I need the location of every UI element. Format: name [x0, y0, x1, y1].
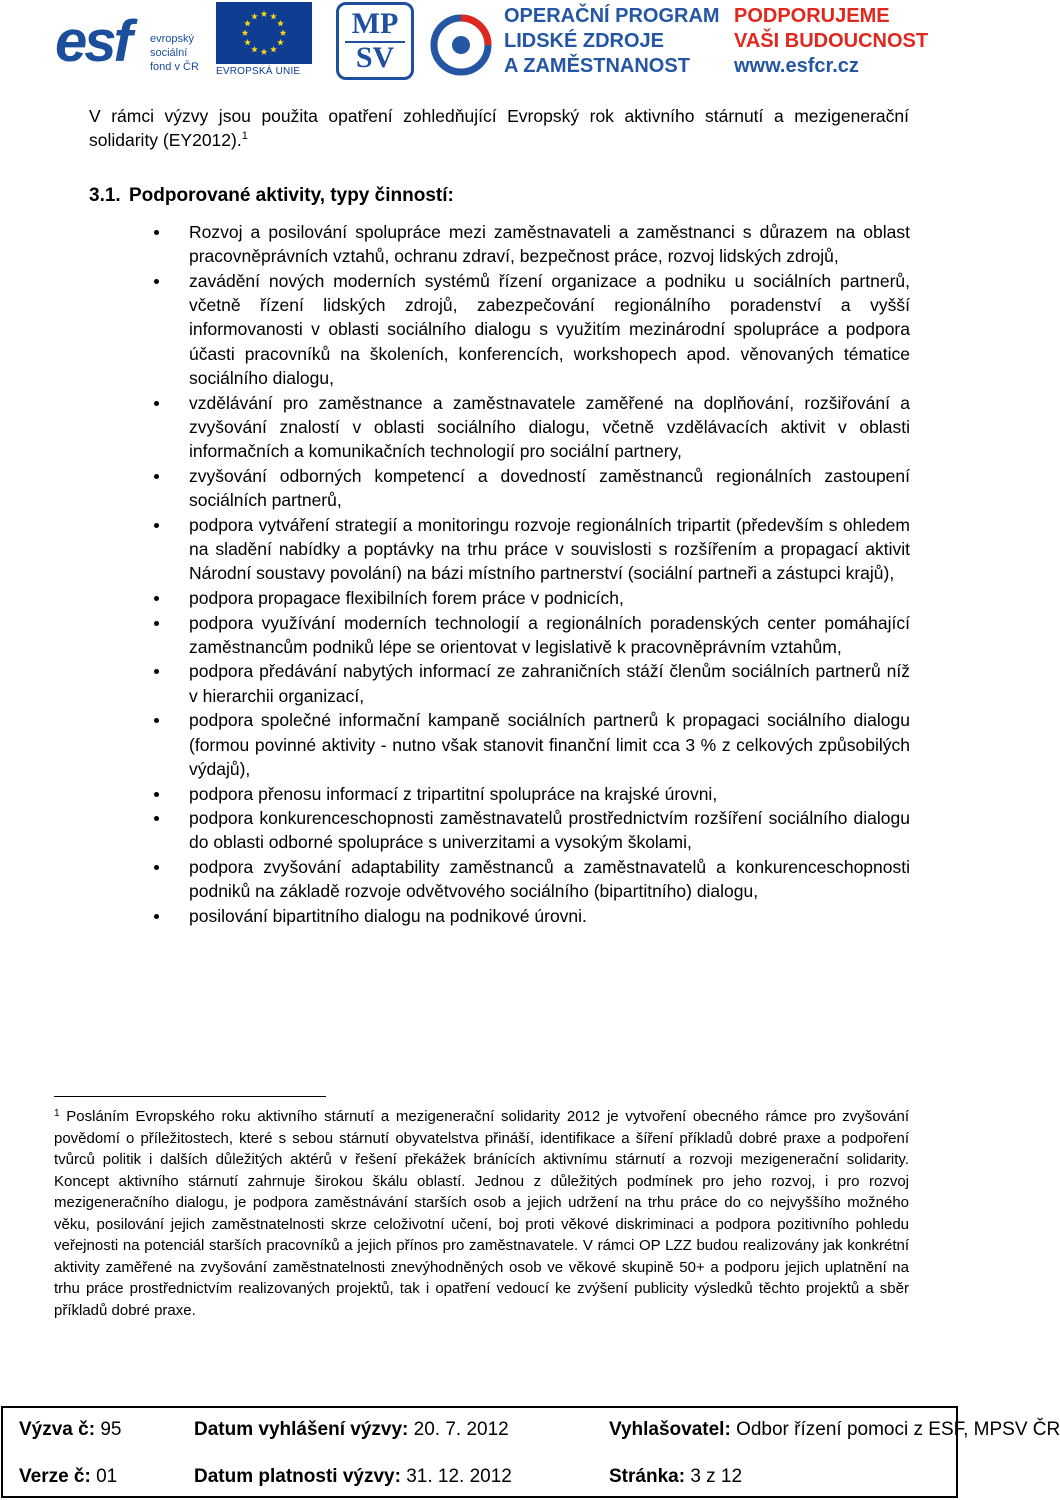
page-header: [0, 0, 960, 86]
list-item: [150, 904, 910, 928]
eu-logo: [216, 2, 312, 82]
footer-announce-value: 20. 7. 2012: [413, 1419, 509, 1440]
list-item: [150, 464, 910, 513]
bullet-icon: [154, 279, 159, 284]
eu-stars-flag-icon: [216, 2, 312, 64]
op-lzz-mark-icon: [430, 14, 492, 76]
footer-page-value: 3 z 12: [690, 1466, 743, 1487]
list-item-text: podpora přenosu informací z tripartitní spolupráce na krajské úrovni,: [189, 783, 718, 804]
list-item: [150, 806, 910, 855]
mpsv-logo-bottom: SV: [355, 41, 395, 74]
footer-version-value: 01: [96, 1466, 118, 1487]
op-lzz-line: LIDSKÉ ZDROJE: [504, 30, 665, 52]
mpsv-logo: [336, 2, 414, 80]
support-slogan-line: PODPORUJEME: [734, 5, 890, 27]
footer-call-value: 95: [100, 1419, 122, 1440]
intro-text: V rámci výzvy jsou použita opatření zohledňující Evropský rok aktivního stárnutí a mezigenerační solidarity (EY2012).: [89, 106, 909, 150]
list-item: [150, 220, 910, 269]
list-item-text: podpora vytváření strategií a monitoringu rozvoje regionálních tripartit (především s ohledem na sladění nabídky a poptávky na trhu práce v souvislosti s rozšířením a propagací aktivit Národní soustavy povolání) na bázi místního partnerství (sociální partneři a zástupci krajů),: [189, 514, 910, 584]
bullet-icon: [154, 401, 159, 406]
list-item-text: podpora zvyšování adaptability zaměstnanců a zaměstnavatelů a konkurenceschopnosti podniků na základě rozvoje odvětvového sociálního (bipartitního) dialogu,: [189, 856, 910, 902]
op-lzz-logo: [430, 4, 720, 80]
footnote-text: Posláním Evropského roku aktivního stárnutí a mezigenerační solidarity 2012 je vytvoření obecného rámce pro zvyšování povědomí o příležitostech, které s sebou stárnutí obyvatelstva přináší, identifikace a šíření příkladů dobré praxe a podpoření tvůrců politik i dalších důležitých aktérů v řešení překážek bránících aktivnímu stárnutí a rozvoji mezigenerační solidarity. Koncept aktivního stárnutí zahrnuje širokou škálu oblastí. Jednou z důležitých podmínek pro jeho rozvoj, i pro rozvoj mezigeneračního dialogu, je podpora zaměstnávání starších osob a jejich udržení na trhu práce do co nejvyššího možného věku, posilování jejich zaměstnatelnosti skrze celoživotní učení, boj proti věkové diskriminaci a podpora pozitivního pohledu veřejnosti na potenciál starších pracovníků a jejich přínos pro zaměstnavatele. V rámci OP LZZ budou realizovány jak konkrétní aktivity zaměřené na zvyšování zaměstnatelnosti znevýhodněných osob ve věkové skupině 50+ a podporu jejich uplatnění na trhu práce prostřednictvím realizovaných projektů, tak i opatření vedoucí ke zvýšení publicity výsledků těchto projektů a sběr příkladů dobré praxe.: [54, 1108, 909, 1319]
list-item-text: zvyšování odborných kompetencí a dovedností zaměstnanců regionálních zastoupení sociálních partnerů,: [189, 465, 910, 511]
footer-validity-value: 31. 12. 2012: [406, 1466, 512, 1487]
bullet-icon: [154, 669, 159, 674]
op-lzz-line: A ZAMĚSTNANOST: [504, 55, 690, 77]
bullet-icon: [154, 914, 159, 919]
op-lzz-title: [504, 4, 720, 79]
list-item: [150, 659, 910, 708]
list-item: [150, 269, 910, 390]
footer-page-label: Stránka:: [609, 1466, 686, 1487]
footer-announcer-value: Odbor řízení pomoci z ESF, MPSV ČR: [736, 1419, 1060, 1440]
footer-validity-label: Datum platnosti výzvy:: [194, 1466, 401, 1487]
op-lzz-line: OPERAČNÍ PROGRAM: [504, 5, 720, 27]
mpsv-logo-top: MP: [351, 7, 399, 40]
footnote-separator: [54, 1096, 326, 1097]
esf-logo-caption: [150, 32, 199, 74]
bullet-icon: [154, 792, 159, 797]
bullet-icon: [154, 474, 159, 479]
list-item-text: vzdělávání pro zaměstnance a zaměstnavatele zaměřené na doplňování, rozšiřování a zvyšování znalostí v oblasti sociálního dialogu, včetně vzdělávacích aktivit v oblasti informačních a komunikačních technologií pro sociální partnery,: [189, 392, 910, 462]
support-slogan-logo: [734, 4, 934, 80]
footnote-marker: 1: [54, 1108, 60, 1119]
support-slogan: [734, 4, 934, 54]
esf-logo-line: evropský: [150, 33, 195, 45]
list-item-text: podpora propagace flexibilních forem práce v podnicích,: [189, 587, 624, 608]
esf-logo-mark: esf: [55, 9, 130, 74]
list-item: [150, 708, 910, 781]
bullet-icon: [154, 596, 159, 601]
list-item-text: podpora společné informační kampaně sociálních partnerů k propagaci sociálního dialogu (formou povinné aktivity - nutno však stanovit finanční limit cca 3 % z celkových způsobilých výdajů),: [189, 710, 910, 779]
footer-announcer: [609, 1418, 1060, 1441]
support-slogan-line: VAŠI BUDOUCNOST: [734, 30, 929, 52]
list-item: [150, 611, 910, 660]
list-item: [150, 391, 910, 464]
list-item-text: podpora předávání nabytých informací ze zahraničních stáží členům sociálních partnerů níž v hierarchii organizací,: [189, 661, 910, 706]
bullet-icon: [154, 523, 159, 528]
activities-list: [150, 220, 910, 928]
list-item: [150, 513, 910, 586]
list-item: [150, 586, 910, 610]
footer-call-number: [19, 1418, 121, 1441]
footer-page-number: [609, 1465, 742, 1488]
list-item-text: zavádění nových moderních systémů řízení organizace a podniku u sociálních partnerů, včetně řízení lidských zdrojů, zabezpečování regionálního poradenství a vyšší informovanosti v oblasti sociálního dialogu s využitím mezinárodní spolupráce a podpora účasti pracovníků na školeních, konferencích, workshopech apod. věnovaných tématice sociálního dialogu,: [189, 270, 910, 389]
footer-validity-date: [194, 1465, 512, 1488]
bullet-icon: [154, 865, 159, 870]
bullet-icon: [154, 816, 159, 821]
footer-announcer-label: Vyhlašovatel:: [609, 1419, 731, 1440]
esf-logo: [55, 2, 213, 82]
eu-logo-caption: EVROPSKÁ UNIE: [216, 66, 301, 77]
esf-logo-line: sociální: [150, 47, 188, 59]
section-heading: [89, 184, 454, 208]
footer-version: [19, 1465, 117, 1488]
footer-announce-label: Datum vyhlášení výzvy:: [194, 1419, 409, 1440]
footnote: [54, 1106, 909, 1321]
page-footer: [1, 1406, 1060, 1498]
list-item: [150, 782, 910, 806]
bullet-icon: [154, 621, 159, 626]
list-item-text: Rozvoj a posilování spolupráce mezi zaměstnavateli a zaměstnanci s důrazem na oblast pracovněprávních vztahů, ochranu zdraví, bezpečnost práce, rozvoj lidských zdrojů,: [189, 222, 910, 267]
intro-paragraph: [89, 104, 909, 152]
list-item-text: podpora využívání moderních technologií a regionálních poradenských center pomáhající zaměstnancům podniků lépe se orientovat v legislativě k pracovněprávním vztahům,: [189, 612, 910, 657]
footer-announce-date: [194, 1418, 509, 1441]
list-item-text: posilování bipartitního dialogu na podnikové úrovni.: [189, 905, 587, 926]
bullet-icon: [154, 230, 159, 235]
footnote-reference[interactable]: 1: [241, 130, 248, 142]
section-title: Podporované aktivity, typy činností:: [129, 185, 454, 206]
list-item: [150, 855, 910, 904]
esf-logo-line: fond v ČR: [150, 61, 199, 73]
list-item-text: podpora konkurenceschopnosti zaměstnavatelů prostřednictvím rozšíření sociálního dialogu do oblasti odborné spolupráce s univerzitami a vysokým školami,: [189, 808, 910, 853]
footer-call-label: Výzva č:: [19, 1419, 96, 1440]
esf-website-link[interactable]: www.esfcr.cz: [734, 55, 859, 77]
footer-version-label: Verze č:: [19, 1466, 91, 1487]
bullet-icon: [154, 718, 159, 723]
section-number: 3.1.: [89, 185, 121, 206]
